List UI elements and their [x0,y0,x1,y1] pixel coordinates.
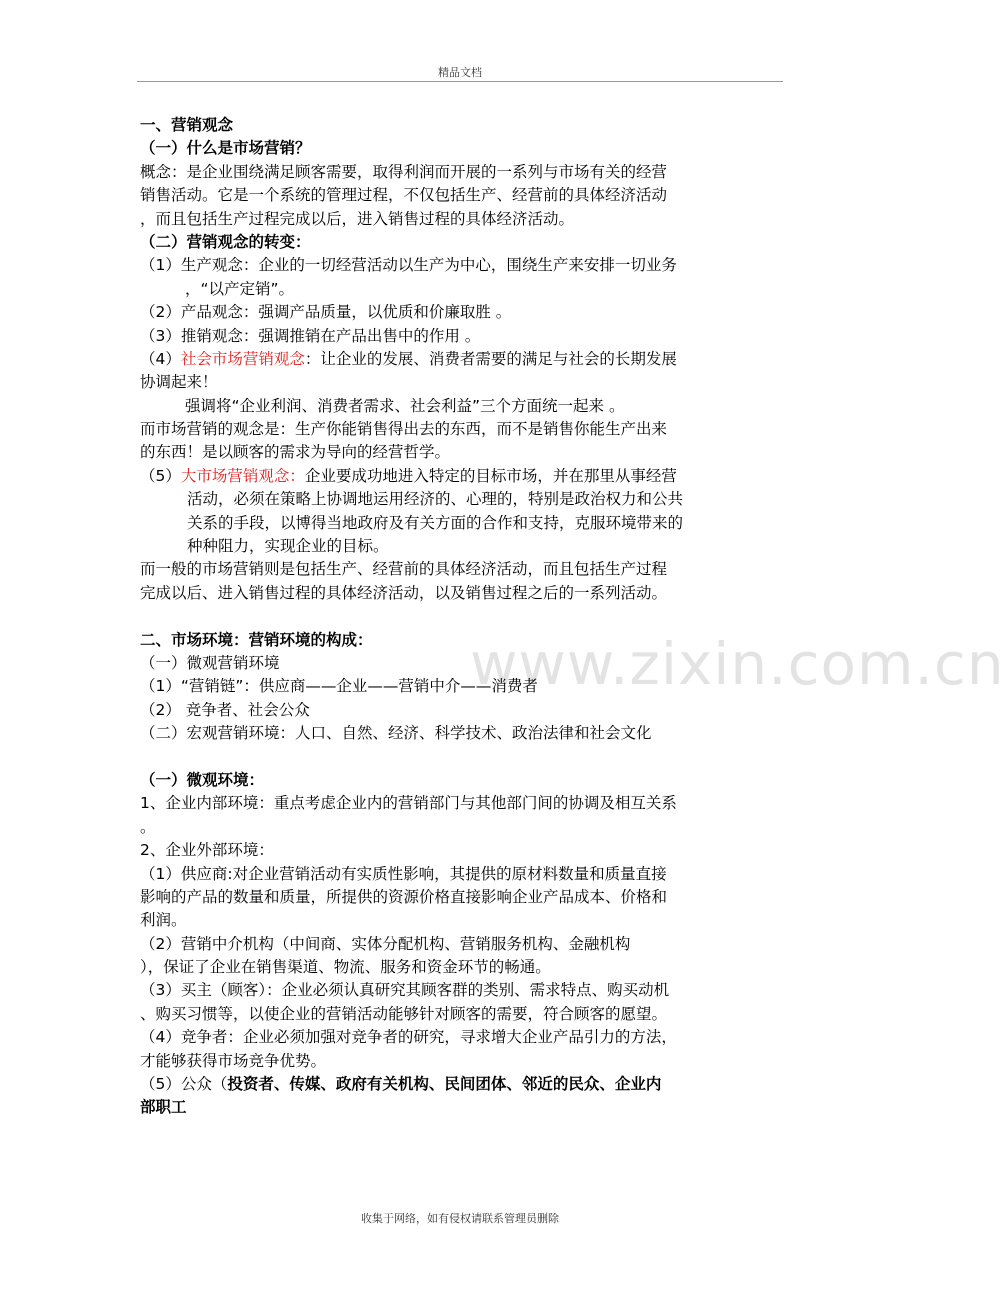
list-item-continuation: 、购买习惯等，以使企业的营销活动能够针对顾客的需要，符合顾客的愿望。 [140,1004,668,1023]
paragraph-line: 而一般的市场营销则是包括生产、经营前的具体经济活动，而且包括生产过程 [140,560,668,579]
list-item-continuation: 关系的手段，以博得当地政府及有关方面的合作和支持，克服环境带来的 [187,513,684,532]
paragraph-line: 概念：是企业围绕满足顾客需要，取得利润而开展的一系列与市场有关的经营 [140,162,668,181]
page-footer: 收集于网络，如有侵权请联系管理员删除 [361,1212,559,1225]
list-item: 1、企业内部环境：重点考虑企业内的营销部门与其他部门间的协调及相互关系 [140,794,677,813]
list-item-continuation: ，“以产定销”。 [185,279,295,298]
list-item: （4）竞争者：企业必须加强对竞争者的研究，寻求增大企业产品引力的方法， [140,1028,677,1047]
paragraph-line: 而市场营销的观念是：生产你能销售得出去的东西，而不是销售你能生产出来 [140,420,668,439]
section-heading-2: 二、市场环境：营销环境的构成： [140,630,373,649]
paragraph-line: 的东西！是以顾客的需求为导向的经营哲学。 [140,443,451,462]
list-item-continuation: 部职工 [140,1098,187,1117]
list-item-continuation: 种种阻力，实现企业的目标。 [187,537,389,556]
paragraph-line: 完成以后、进入销售过程的具体经济活动，以及销售过程之后的一系列活动。 [140,583,668,602]
blank-line [140,746,785,769]
list-item-continuation: 影响的产品的数量和质量，所提供的资源价格直接影响企业产品成本、价格和 [140,887,668,906]
list-item: （2） 竞争者、社会公众 [140,700,310,719]
list-item-continuation: 。 [140,817,156,836]
blank-line [140,605,785,628]
bold-text: 投资者、传媒、政府有关机构、民间团体、邻近的民众、企业内 [227,1075,662,1094]
list-item-continuation: 活动，必须在策略上协调地运用经济的、心理的，特别是政治权力和公共 [187,490,684,509]
list-item: （1）供应商:对企业营销活动有实质性影响，其提供的原材料数量和质量直接 [140,864,667,883]
list-item [140,465,785,488]
list-text: （5）公众（ [140,1075,228,1094]
list-item-continuation: ），保证了企业在销售渠道、物流、服务和资金环节的畅通。 [140,958,551,977]
list-item: （3）推销观念：强调推销在产品出售中的作用 。 [140,326,481,345]
highlight-term: 大市场营销观念： [180,466,305,485]
paragraph-line: 销售活动。它是一个系统的管理过程，不仅包括生产、经营前的具体经济活动 [140,186,668,205]
list-item: （2）产品观念：强调产品质量，以优质和价廉取胜 。 [140,303,512,322]
paragraph-line: 强调将“企业利润、消费者需求、社会利益”三个方面统一起来 。 [185,396,625,415]
list-item: （2）营销中介机构（中间商、实体分配机构、营销服务机构、金融机构 [140,934,631,953]
list-item [140,348,785,371]
list-item: （一）微观营销环境 [140,653,280,672]
subheading-micro-environment: （一）微观环境： [140,770,265,789]
subheading-concept-change: （二）营销观念的转变： [140,232,311,251]
list-item-continuation: 利润。 [140,911,187,930]
list-item: （1）“营销链”：供应商——企业——营销中介——消费者 [140,677,538,696]
section-heading-1: 一、营销观念 [140,116,234,134]
highlight-term: 社会市场营销观念 [180,349,305,368]
list-number: （4） [140,349,181,368]
watermark: www.zixin.com.cn [470,630,1005,698]
list-item [140,1073,785,1096]
list-item: （3）买主（顾客）：企业必须认真研究其顾客群的类别、需求特点、购买动机 [140,981,670,1000]
list-item: （二）宏观营销环境：人口、自然、经济、科学技术、政治法律和社会文化 [140,724,652,743]
list-number: （5） [140,466,181,485]
document-body [140,114,785,1120]
list-item-continuation: 才能够获得市场竞争优势。 [140,1051,327,1070]
paragraph-line: 协调起来！ [140,373,218,392]
list-item: 2、企业外部环境： [140,841,274,860]
list-item: （1）生产观念：企业的一切经营活动以生产为中心，围绕生产来安排一切业务 [140,256,677,275]
subheading-what-is-marketing: （一）什么是市场营销？ [140,139,311,158]
page-header: 精品文档 [438,66,482,79]
list-text: 企业要成功地进入特定的目标市场，并在那里从事经营 [304,466,677,485]
paragraph-line: ，而且包括生产过程完成以后，进入销售过程的具体经济活动。 [140,209,575,228]
list-text: ：让企业的发展、消费者需要的满足与社会的长期发展 [304,349,677,368]
header-divider [137,81,783,82]
